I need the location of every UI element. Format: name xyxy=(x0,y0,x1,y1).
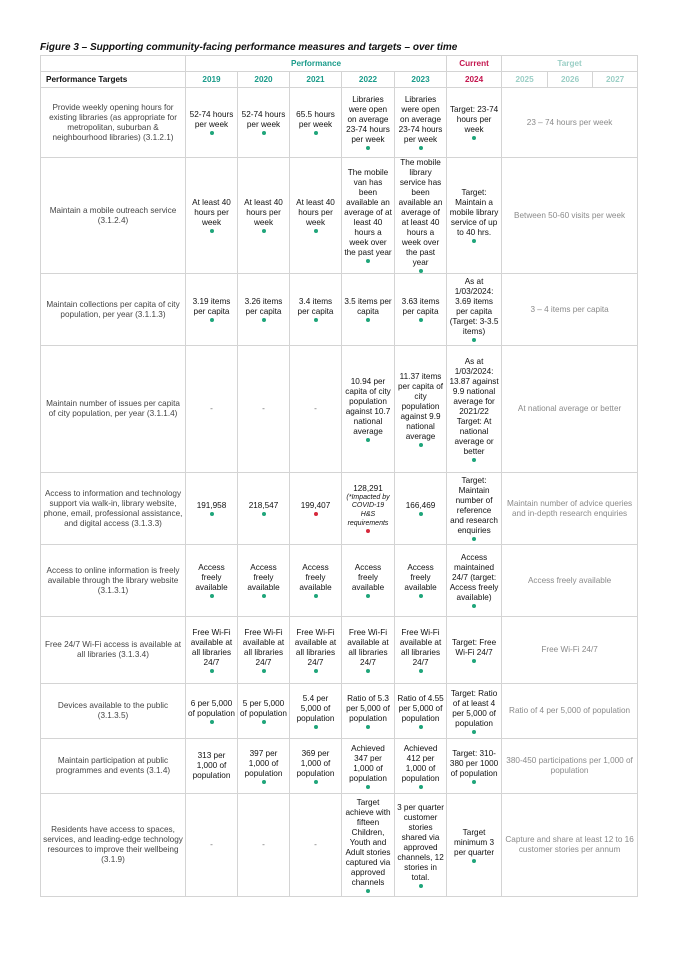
value-2019: 3.19 items per capita xyxy=(186,274,238,346)
value-2020: - xyxy=(238,346,290,473)
value-2021: 65.5 hours per week xyxy=(290,88,342,158)
value-2020: Free Wi-Fi available at all libraries 24/7 xyxy=(238,617,290,684)
status-dot-green xyxy=(314,229,318,233)
status-dot-green xyxy=(419,318,423,322)
table-row-wifi xyxy=(41,617,638,684)
year-2019: 2019 xyxy=(186,72,238,88)
figure-caption: Figure 3 – Supporting community-facing performance measures and targets – over time xyxy=(40,42,458,53)
group-current: Current xyxy=(447,56,502,72)
measure-label: Maintain collections per capita of city population, per year (3.1.1.3) xyxy=(41,274,186,346)
year-2021: 2021 xyxy=(290,72,342,88)
value-2020: At least 40 hours per week xyxy=(238,158,290,274)
status-dot-green xyxy=(262,669,266,673)
value-2023: The mobile library service has been available an average of at least 40 hours a week over the past year xyxy=(395,158,447,274)
status-dot-green xyxy=(419,725,423,729)
value-2022: Libraries were open on average 23-74 hours per week xyxy=(342,88,395,158)
status-dot-green xyxy=(366,318,370,322)
value-2021: 369 per 1,000 of population xyxy=(290,739,342,794)
value-current: As at 1/03/2024: 3.69 items per capita (Target: 3-3.5 items) xyxy=(447,274,502,346)
value-2019: Access freely available xyxy=(186,545,238,617)
value-2019: 52-74 hours per week xyxy=(186,88,238,158)
value-2021: - xyxy=(290,794,342,897)
value-current: Target minimum 3 per quarter xyxy=(447,794,502,897)
status-dot-green xyxy=(210,594,214,598)
status-dot-green xyxy=(210,720,214,724)
status-dot-green xyxy=(366,725,370,729)
target-value: Ratio of 4 per 5,000 of population xyxy=(502,684,638,739)
measure-label: Maintain number of issues per capita of city population, per year (3.1.1.4) xyxy=(41,346,186,473)
year-2026: 2026 xyxy=(548,72,593,88)
value-2019: 6 per 5,000 of population xyxy=(186,684,238,739)
value-2019: - xyxy=(186,794,238,897)
status-dot-green xyxy=(472,780,476,784)
status-dot-green xyxy=(472,659,476,663)
measure-label: Access to information and technology support via walk-in, library website, phone, email, professional assistance, and digital access (3.1.3.3) xyxy=(41,473,186,545)
year-2027: 2027 xyxy=(593,72,638,88)
value-2022: 3.5 items per capita xyxy=(342,274,395,346)
table-row-wellbeing xyxy=(41,794,638,897)
value-2020: 397 per 1,000 of population xyxy=(238,739,290,794)
table-row-collections xyxy=(41,274,638,346)
year-2020: 2020 xyxy=(238,72,290,88)
year-2024: 2024 xyxy=(447,72,502,88)
measure-label: Maintain participation at public programmes and events (3.1.4) xyxy=(41,739,186,794)
value-2019: Free Wi-Fi available at all libraries 24/7 xyxy=(186,617,238,684)
status-dot-green xyxy=(366,785,370,789)
target-value: Access freely available xyxy=(502,545,638,617)
status-dot-green xyxy=(314,318,318,322)
status-dot-green xyxy=(472,859,476,863)
value-2020: 52-74 hours per week xyxy=(238,88,290,158)
status-dot-green xyxy=(419,785,423,789)
target-value: At national average or better xyxy=(502,346,638,473)
status-dot-green xyxy=(419,269,423,273)
value-2021: 5.4 per 5,000 of population xyxy=(290,684,342,739)
group-performance: Performance xyxy=(186,56,447,72)
value-current: Target: Ratio of at least 4 per 5,000 of population xyxy=(447,684,502,739)
value-2019: At least 40 hours per week xyxy=(186,158,238,274)
year-header-row xyxy=(41,72,638,88)
target-value: Between 50-60 visits per week xyxy=(502,158,638,274)
value-2022: 10.94 per capita of city population against 10.7 national average xyxy=(342,346,395,473)
covid-note: (*Impacted by COVID-19 H&S requirements xyxy=(346,493,390,527)
status-dot-green xyxy=(262,318,266,322)
status-dot-red xyxy=(366,529,370,533)
value-current: As at 1/03/2024: 13.87 against 9.9 national average for 2021/22 Target: At national average or better xyxy=(447,346,502,473)
value-2022: Access freely available xyxy=(342,545,395,617)
blank-header-cell xyxy=(41,56,186,72)
status-dot-green xyxy=(210,669,214,673)
status-dot-green xyxy=(472,604,476,608)
status-dot-green xyxy=(262,594,266,598)
value-2022: Free Wi-Fi available at all libraries 24/7 xyxy=(342,617,395,684)
value-2021: - xyxy=(290,346,342,473)
status-dot-green xyxy=(366,259,370,263)
value-2023: Access freely available xyxy=(395,545,447,617)
value-current: Access maintained 24/7 (target: Access freely available) xyxy=(447,545,502,617)
value-current: Target: 23-74 hours per week xyxy=(447,88,502,158)
measure-label: Devices available to the public (3.1.3.5) xyxy=(41,684,186,739)
value-2023: Achieved 412 per 1,000 of population xyxy=(395,739,447,794)
status-dot-green xyxy=(419,443,423,447)
measure-label: Provide weekly opening hours for existing libraries (as appropriate for metropolitan, suburban & neighbourhood libraries) (3.1.2.1) xyxy=(41,88,186,158)
table-row-participation xyxy=(41,739,638,794)
status-dot-green xyxy=(262,720,266,724)
status-dot-green xyxy=(314,725,318,729)
value-2021: Free Wi-Fi available at all libraries 24/7 xyxy=(290,617,342,684)
measure-label: Free 24/7 Wi-Fi access is available at all libraries (3.1.3.4) xyxy=(41,617,186,684)
table-row-opening-hours xyxy=(41,88,638,158)
status-dot-green xyxy=(366,594,370,598)
target-value: Free Wi-Fi 24/7 xyxy=(502,617,638,684)
measure-label: Maintain a mobile outreach service (3.1.2.4) xyxy=(41,158,186,274)
status-dot-green xyxy=(472,136,476,140)
measure-label: Access to online information is freely available through the library website (3.1.3.1) xyxy=(41,545,186,617)
group-header-row xyxy=(41,56,638,72)
status-dot-green xyxy=(472,730,476,734)
value-2020: 3.26 items per capita xyxy=(238,274,290,346)
value-2019: 313 per 1,000 of population xyxy=(186,739,238,794)
value-2020: 218,547 xyxy=(238,473,290,545)
status-dot-green xyxy=(210,229,214,233)
status-dot-green xyxy=(419,512,423,516)
target-value: 23 – 74 hours per week xyxy=(502,88,638,158)
status-dot-green xyxy=(472,338,476,342)
value-2023: Free Wi-Fi available at all libraries 24/7 xyxy=(395,617,447,684)
status-dot-green xyxy=(262,229,266,233)
measure-label: Residents have access to spaces, services, and leading-edge technology resources to improve their wellbeing (3.1.9) xyxy=(41,794,186,897)
value-2021: 3.4 items per capita xyxy=(290,274,342,346)
year-2022: 2022 xyxy=(342,72,395,88)
value-2021: At least 40 hours per week xyxy=(290,158,342,274)
target-value: 3 – 4 items per capita xyxy=(502,274,638,346)
status-dot-green xyxy=(419,669,423,673)
status-dot-green xyxy=(314,131,318,135)
year-2025: 2025 xyxy=(502,72,548,88)
value-2023: 11.37 items per capita of city population against 9.9 national average xyxy=(395,346,447,473)
status-dot-green xyxy=(366,669,370,673)
table-row-online-information xyxy=(41,545,638,617)
status-dot-green xyxy=(366,438,370,442)
value-2022: Ratio of 5.3 per 5,000 of population xyxy=(342,684,395,739)
status-dot-green xyxy=(314,780,318,784)
target-value: Maintain number of advice queries and in-depth research enquiries xyxy=(502,473,638,545)
target-value: 380-450 participations per 1,000 of population xyxy=(502,739,638,794)
status-dot-green xyxy=(210,131,214,135)
status-dot-green xyxy=(419,594,423,598)
status-dot-green xyxy=(472,239,476,243)
value-2021: Access freely available xyxy=(290,545,342,617)
value-2022: Target achieve with fifteen Children, Youth and Adult stories captured via approved channels xyxy=(342,794,395,897)
status-dot-red xyxy=(314,512,318,516)
status-dot-green xyxy=(314,594,318,598)
value-current: Target: Maintain a mobile library service of up to 40 hrs. xyxy=(447,158,502,274)
value-2022: 128,291 (*Impacted by COVID-19 H&S requirements xyxy=(342,473,395,545)
status-dot-green xyxy=(472,537,476,541)
target-value: Capture and share at least 12 to 16 customer stories per annum xyxy=(502,794,638,897)
value-2023: 166,469 xyxy=(395,473,447,545)
value-2023: Libraries were open on average 23-74 hours per week xyxy=(395,88,447,158)
value-current: Target: 310-380 per 1000 of population xyxy=(447,739,502,794)
value-current: Target: Maintain number of reference and research enquiries xyxy=(447,473,502,545)
status-dot-green xyxy=(366,889,370,893)
value-2020: - xyxy=(238,794,290,897)
status-dot-green xyxy=(262,131,266,135)
table-row-issues xyxy=(41,346,638,473)
table-row-devices xyxy=(41,684,638,739)
performance-table xyxy=(40,55,638,897)
value-2023: 3.63 items per capita xyxy=(395,274,447,346)
status-dot-green xyxy=(262,512,266,516)
table-row-information-support xyxy=(41,473,638,545)
status-dot-green xyxy=(210,512,214,516)
status-dot-green xyxy=(262,780,266,784)
group-target: Target xyxy=(502,56,638,72)
status-dot-green xyxy=(366,146,370,150)
status-dot-green xyxy=(314,669,318,673)
status-dot-green xyxy=(419,884,423,888)
value-2023: Ratio of 4.55 per 5,000 of population xyxy=(395,684,447,739)
value-2019: 191,958 xyxy=(186,473,238,545)
value-2020: 5 per 5,000 of population xyxy=(238,684,290,739)
value-2023: 3 per quarter customer stories shared via approved channels, 12 stories in total. xyxy=(395,794,447,897)
status-dot-green xyxy=(210,318,214,322)
year-2023: 2023 xyxy=(395,72,447,88)
status-dot-green xyxy=(472,458,476,462)
value-2021: 199,407 xyxy=(290,473,342,545)
value-2019: - xyxy=(186,346,238,473)
value-2022: The mobile van has been available an average of at least 40 hours a week over the past year xyxy=(342,158,395,274)
value-2022: Achieved 347 per 1,000 of population xyxy=(342,739,395,794)
value-current: Target: Free Wi-Fi 24/7 xyxy=(447,617,502,684)
value-2020: Access freely available xyxy=(238,545,290,617)
table-row-mobile-outreach xyxy=(41,158,638,274)
performance-targets-header: Performance Targets xyxy=(41,72,186,88)
status-dot-green xyxy=(419,146,423,150)
